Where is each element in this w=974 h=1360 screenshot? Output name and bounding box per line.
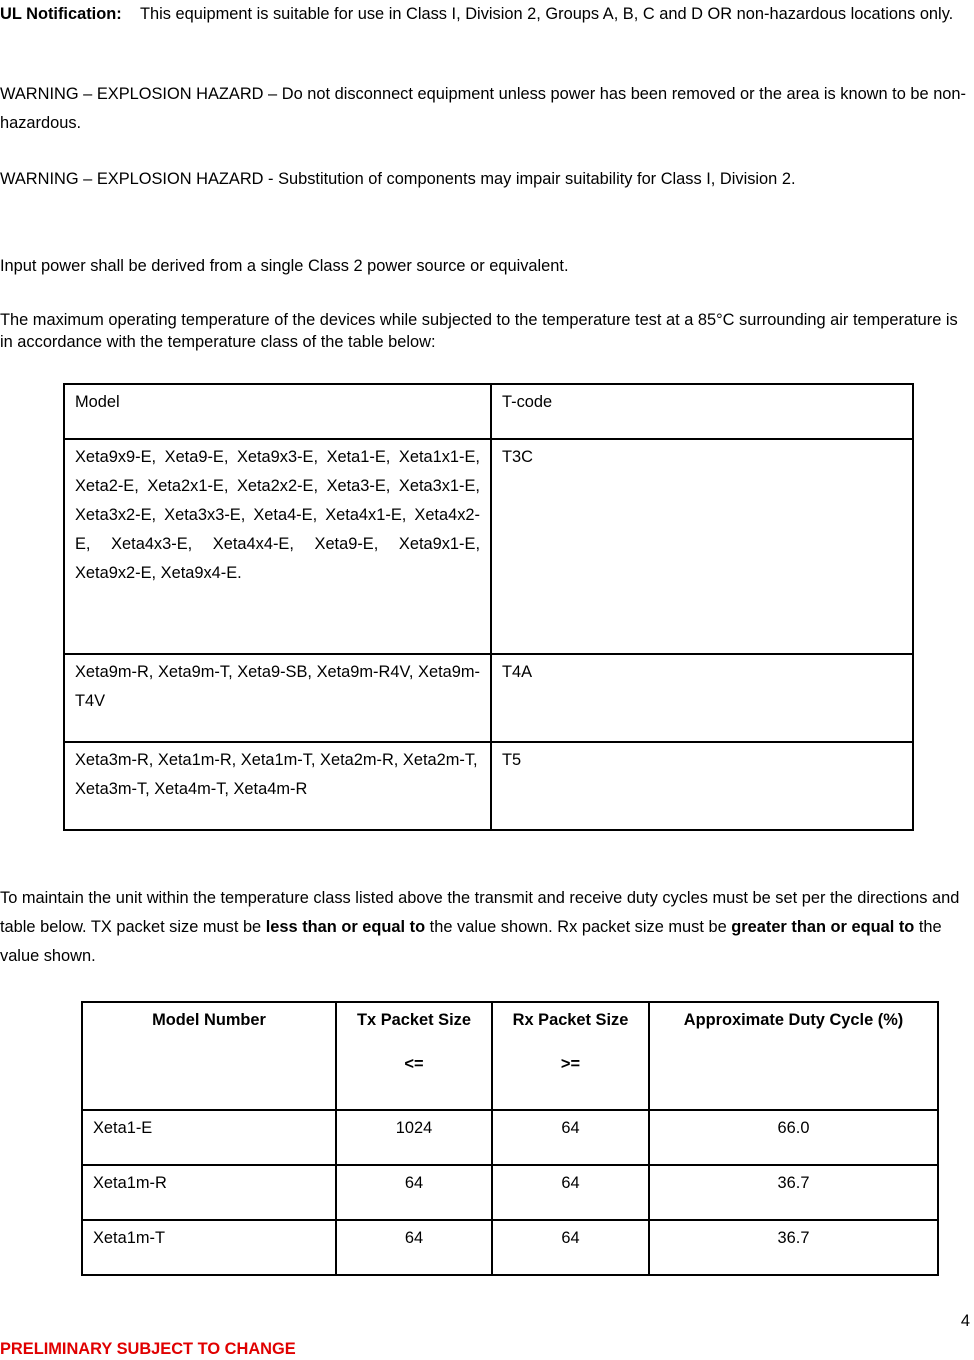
duty-cycle: 36.7	[649, 1165, 938, 1220]
table-row	[64, 654, 913, 742]
tx-packet-size: 64	[336, 1220, 492, 1275]
header-tx-label: Tx Packet Size	[357, 1011, 471, 1029]
tx-packet-size: 64	[336, 1165, 492, 1220]
header-rx-label: Rx Packet Size	[512, 1011, 629, 1029]
page-number: 4	[960, 1312, 970, 1330]
ul-notification	[0, 0, 970, 29]
duty-cycle-intro	[0, 884, 970, 971]
input-power-note: Input power shall be derived from a single Class 2 power source or equivalent.	[0, 257, 569, 275]
table-header-row	[64, 384, 913, 439]
model-number: Xeta1-E	[82, 1110, 336, 1165]
intro-bold-1: less than or equal to	[265, 918, 426, 936]
warning-substitution: WARNING – EXPLOSION HAZARD - Substitution of components may impair suitability for Class I, Division 2.	[0, 170, 796, 188]
table-row	[82, 1220, 938, 1275]
header-tx-operator: <=	[404, 1055, 424, 1073]
tcode-value: T3C	[491, 439, 913, 654]
table-row	[64, 439, 913, 654]
tcode-value: T5	[491, 742, 913, 830]
warning-disconnect: WARNING – EXPLOSION HAZARD – Do not disconnect equipment unless power has been removed or the area is known to be non-hazardous.	[0, 85, 966, 132]
table-row	[64, 742, 913, 830]
header-model-number: Model Number	[82, 1002, 336, 1110]
model-list: Xeta9x9-E, Xeta9-E, Xeta9x3-E, Xeta1-E, Xeta1x1-E, Xeta2-E, Xeta2x1-E, Xeta2x2-E, Xeta3-E, Xeta3x1-E, Xeta3x2-E, Xeta3x3-E, Xeta4-E, Xeta4x1-E, Xeta4x2-E, Xeta4x3-E, Xeta4x4-E, Xeta9-E, Xeta9x1-E, Xeta9x2-E, Xeta9x4-E.	[64, 439, 491, 654]
preliminary-footer: PRELIMINARY SUBJECT TO CHANGE	[0, 1340, 296, 1358]
intro-part-2: the value shown. Rx packet size must be	[425, 918, 732, 936]
duty-cycle: 66.0	[649, 1110, 938, 1165]
table-row	[82, 1165, 938, 1220]
tcode-value: T4A	[491, 654, 913, 742]
intro-part-1: To maintain the unit within the temperature class listed above the transmit and receive duty cycles must be set per the directions and table below. TX packet size must be	[0, 889, 960, 936]
header-model: Model	[64, 384, 491, 439]
intro-bold-2: greater than or equal to	[731, 918, 915, 936]
table-header-row	[82, 1002, 938, 1110]
temperature-class-table	[63, 383, 914, 831]
rx-packet-size: 64	[492, 1110, 649, 1165]
model-list: Xeta9m-R, Xeta9m-T, Xeta9-SB, Xeta9m-R4V, Xeta9m-T4V	[64, 654, 491, 742]
rx-packet-size: 64	[492, 1165, 649, 1220]
model-number: Xeta1m-T	[82, 1220, 336, 1275]
model-list: Xeta3m-R, Xeta1m-R, Xeta1m-T, Xeta2m-R, Xeta2m-T, Xeta3m-T, Xeta4m-T, Xeta4m-R	[64, 742, 491, 830]
rx-packet-size: 64	[492, 1220, 649, 1275]
ul-label: UL Notification:	[0, 5, 122, 23]
header-rx-packet-size	[492, 1002, 649, 1110]
duty-cycle: 36.7	[649, 1220, 938, 1275]
header-tcode: T-code	[491, 384, 913, 439]
intro-part-3: the value shown.	[0, 918, 942, 965]
tx-packet-size: 1024	[336, 1110, 492, 1165]
table-row	[82, 1110, 938, 1165]
max-temperature-note: The maximum operating temperature of the devices while subjected to the temperature test at a 85°C surrounding air temperature is in accordance with the temperature class of the table below:	[0, 311, 958, 351]
duty-cycle-table	[81, 1001, 939, 1276]
header-rx-operator: >=	[560, 1055, 581, 1073]
ul-text: This equipment is suitable for use in Class I, Division 2, Groups A, B, C and D OR non-hazardous locations only.	[139, 5, 954, 23]
header-duty-cycle: Approximate Duty Cycle (%)	[649, 1002, 938, 1110]
header-tx-packet-size	[336, 1002, 492, 1110]
model-number: Xeta1m-R	[82, 1165, 336, 1220]
